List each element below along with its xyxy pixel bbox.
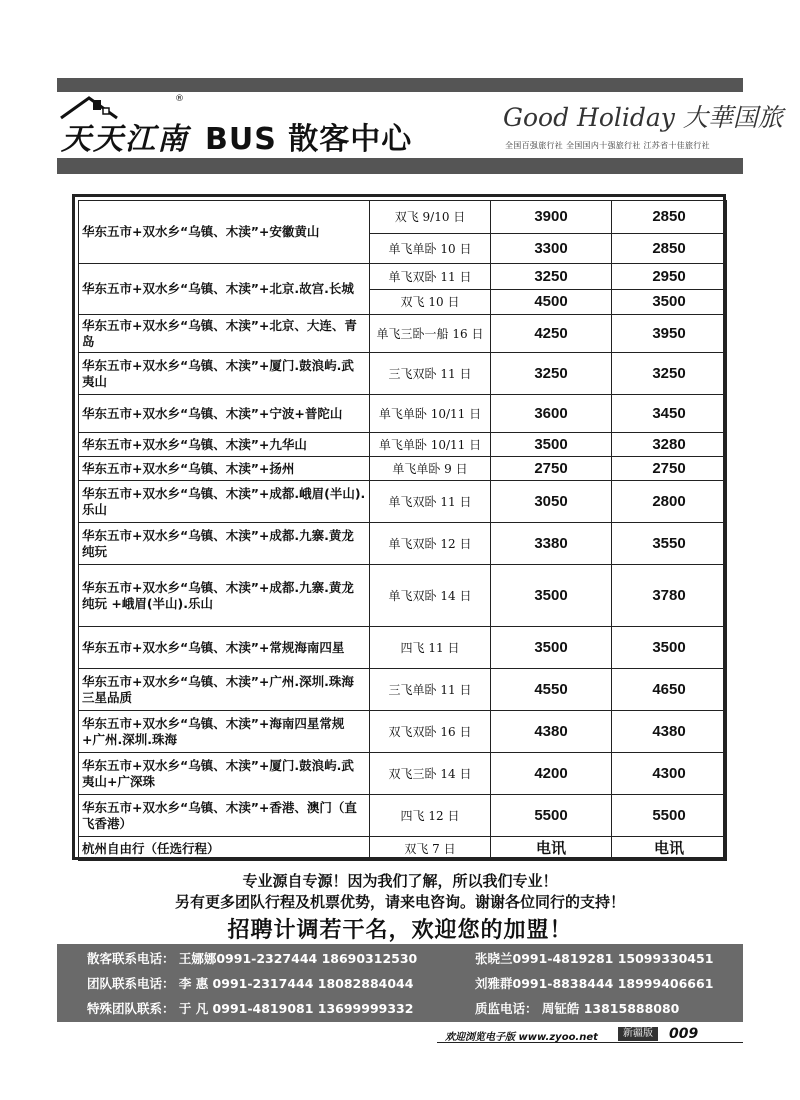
tour-schedule: 单飞双卧 14 日 [370,565,491,627]
tour-row [79,457,727,481]
tour-route: 华东五市+双水乡“乌镇、木渎”+北京、大连、青岛 [79,315,370,353]
price-peer: 3500 [491,627,612,669]
tour-schedule: 四飞 12 日 [370,795,491,837]
price-peer: 3500 [491,565,612,627]
tour-schedule: 单飞单卧 9 日 [370,457,491,481]
tour-schedule: 双飞 7 日 [370,837,491,861]
tour-route: 华东五市+双水乡“乌镇、木渎”+常规海南四星 [79,627,370,669]
tour-row [79,711,727,753]
tour-schedule: 三飞双卧 11 日 [370,353,491,395]
tour-row [79,837,727,861]
price-settlement: 3500 [612,627,727,669]
tour-row [79,395,727,433]
price-settlement: 3500 [612,290,727,315]
price-settlement: 2850 [612,234,727,264]
price-settlement: 2750 [612,457,727,481]
price-settlement: 4300 [612,753,727,795]
top-bar [57,78,743,92]
price-peer: 电讯 [491,837,612,861]
contact-panel [57,944,743,1022]
registered-mark: ® [175,94,184,104]
header [57,92,783,158]
price-settlement: 2950 [612,264,727,290]
price-settlement: 3780 [612,565,727,627]
tour-row [79,201,727,234]
price-peer: 3600 [491,395,612,433]
tour-row [79,669,727,711]
price-peer: 5500 [491,795,612,837]
slogan-block [57,866,743,944]
price-settlement: 3950 [612,315,727,353]
partner-brand: Good Holiday 大華国旅 [503,103,783,132]
price-peer: 4550 [491,669,612,711]
price-settlement: 2850 [612,201,727,234]
tour-route: 杭州自由行（任选行程） [79,837,370,861]
price-peer: 2750 [491,457,612,481]
tour-schedule: 单飞双卧 11 日 [370,264,491,290]
price-peer: 3300 [491,234,612,264]
brand-logo: 天天江南 [61,122,189,157]
tour-schedule: 双飞 10 日 [370,290,491,315]
tour-schedule: 单飞双卧 12 日 [370,523,491,565]
price-settlement: 3550 [612,523,727,565]
tour-row [79,523,727,565]
price-peer: 4200 [491,753,612,795]
contact-right: 刘雅群0991-8838444 18999406661 [475,976,714,991]
price-settlement: 4650 [612,669,727,711]
contact-row [57,971,743,997]
tour-route: 华东五市+双水乡“乌镇、木渎”+成都.峨眉(半山).乐山 [79,481,370,523]
tour-route: 华东五市+双水乡“乌镇、木渎”+成都.九寨.黄龙纯玩 +峨眉(半山).乐山 [79,565,370,627]
tour-route: 华东五市+双水乡“乌镇、木渎”+北京.故宫.长城 [79,264,370,315]
contact-left: 团队联系电话： 李 惠 0991-2317444 18082884044 [87,976,414,991]
price-settlement: 3280 [612,433,727,457]
tour-route: 华东五市+双水乡“乌镇、木渎”+广州.深圳.珠海 三星品质 [79,669,370,711]
price-settlement: 3450 [612,395,727,433]
price-peer: 3250 [491,353,612,395]
header-divider-bar [57,158,743,174]
tour-schedule: 双飞三卧 14 日 [370,753,491,795]
contact-right: 质监电话： 周钲皓 13815888080 [475,1001,680,1016]
recruitment-line: 招聘计调若干名，欢迎您的加盟！ [227,918,573,943]
contact-row [57,996,743,1022]
slogan-line-2: 另有更多团队行程及机票优势，请来电咨询。谢谢各位同行的支持！ [174,893,625,911]
tour-row [79,481,727,523]
slogan-line-1: 专业源自专源！因为我们了解，所以我们专业！ [242,872,558,890]
price-settlement: 5500 [612,795,727,837]
tour-schedule: 单飞单卧 10/11 日 [370,433,491,457]
tour-schedule: 三飞单卧 11 日 [370,669,491,711]
tour-schedule: 双飞 9/10 日 [370,201,491,234]
tour-schedule: 四飞 11 日 [370,627,491,669]
footer-website[interactable]: 欢迎浏览电子版 www.zyoo.net [445,1032,598,1043]
price-panel [57,174,743,866]
price-peer: 3900 [491,201,612,234]
tour-schedule: 单飞单卧 10/11 日 [370,395,491,433]
tour-route: 华东五市+双水乡“乌镇、木渎”+成都.九寨.黄龙纯玩 [79,523,370,565]
tour-route: 华东五市+双水乡“乌镇、木渎”+厦门.鼓浪屿.武夷山 [79,353,370,395]
tour-schedule: 单飞双卧 11 日 [370,481,491,523]
price-settlement: 2800 [612,481,727,523]
contact-left: 散客联系电话： 王娜娜0991-2327444 18690312530 [87,951,418,966]
price-peer: 3250 [491,264,612,290]
price-peer: 4500 [491,290,612,315]
tour-route: 华东五市+双水乡“乌镇、木渎”+扬州 [79,457,370,481]
page-title: BUS 散客中心 [205,122,413,157]
tour-route: 华东五市+双水乡“乌镇、木渎”+海南四星常规 +广州.深圳.珠海 [79,711,370,753]
tour-row [79,795,727,837]
price-table-frame [72,194,726,860]
edition-badge: 新疆版 [618,1027,658,1041]
price-peer: 4380 [491,711,612,753]
price-table [78,200,727,861]
price-peer: 3380 [491,523,612,565]
contact-left: 特殊团队联系： 于 凡 0991-4819081 13699999332 [87,1001,414,1016]
tour-schedule: 单飞三卧一船 16 日 [370,315,491,353]
price-peer: 3050 [491,481,612,523]
tour-schedule: 单飞单卧 10 日 [370,234,491,264]
tour-route: 华东五市+双水乡“乌镇、木渎”+厦门.鼓浪屿.武夷山+广深珠 [79,753,370,795]
price-settlement: 电讯 [612,837,727,861]
footer [57,1024,743,1052]
tour-row [79,627,727,669]
tour-row [79,433,727,457]
tour-route: 华东五市+双水乡“乌镇、木渎”+香港、澳门（直飞香港） [79,795,370,837]
contact-row [57,946,743,972]
contact-right: 张晓兰0991-4819281 15099330451 [475,951,714,966]
price-settlement: 4380 [612,711,727,753]
tour-row [79,753,727,795]
price-peer: 3500 [491,433,612,457]
tour-row [79,353,727,395]
price-settlement: 3250 [612,353,727,395]
partner-tagline: 全国百强旅行社 全国国内十强旅行社 江苏省十佳旅行社 [505,141,710,150]
price-peer: 4250 [491,315,612,353]
tour-row [79,315,727,353]
tour-row [79,264,727,290]
tour-row [79,565,727,627]
tour-route: 华东五市+双水乡“乌镇、木渎”+安徽黄山 [79,201,370,264]
tour-route: 华东五市+双水乡“乌镇、木渎”+宁波+普陀山 [79,395,370,433]
tour-route: 华东五市+双水乡“乌镇、木渎”+九华山 [79,433,370,457]
page-number: 009 [669,1026,699,1042]
tour-schedule: 双飞双卧 16 日 [370,711,491,753]
